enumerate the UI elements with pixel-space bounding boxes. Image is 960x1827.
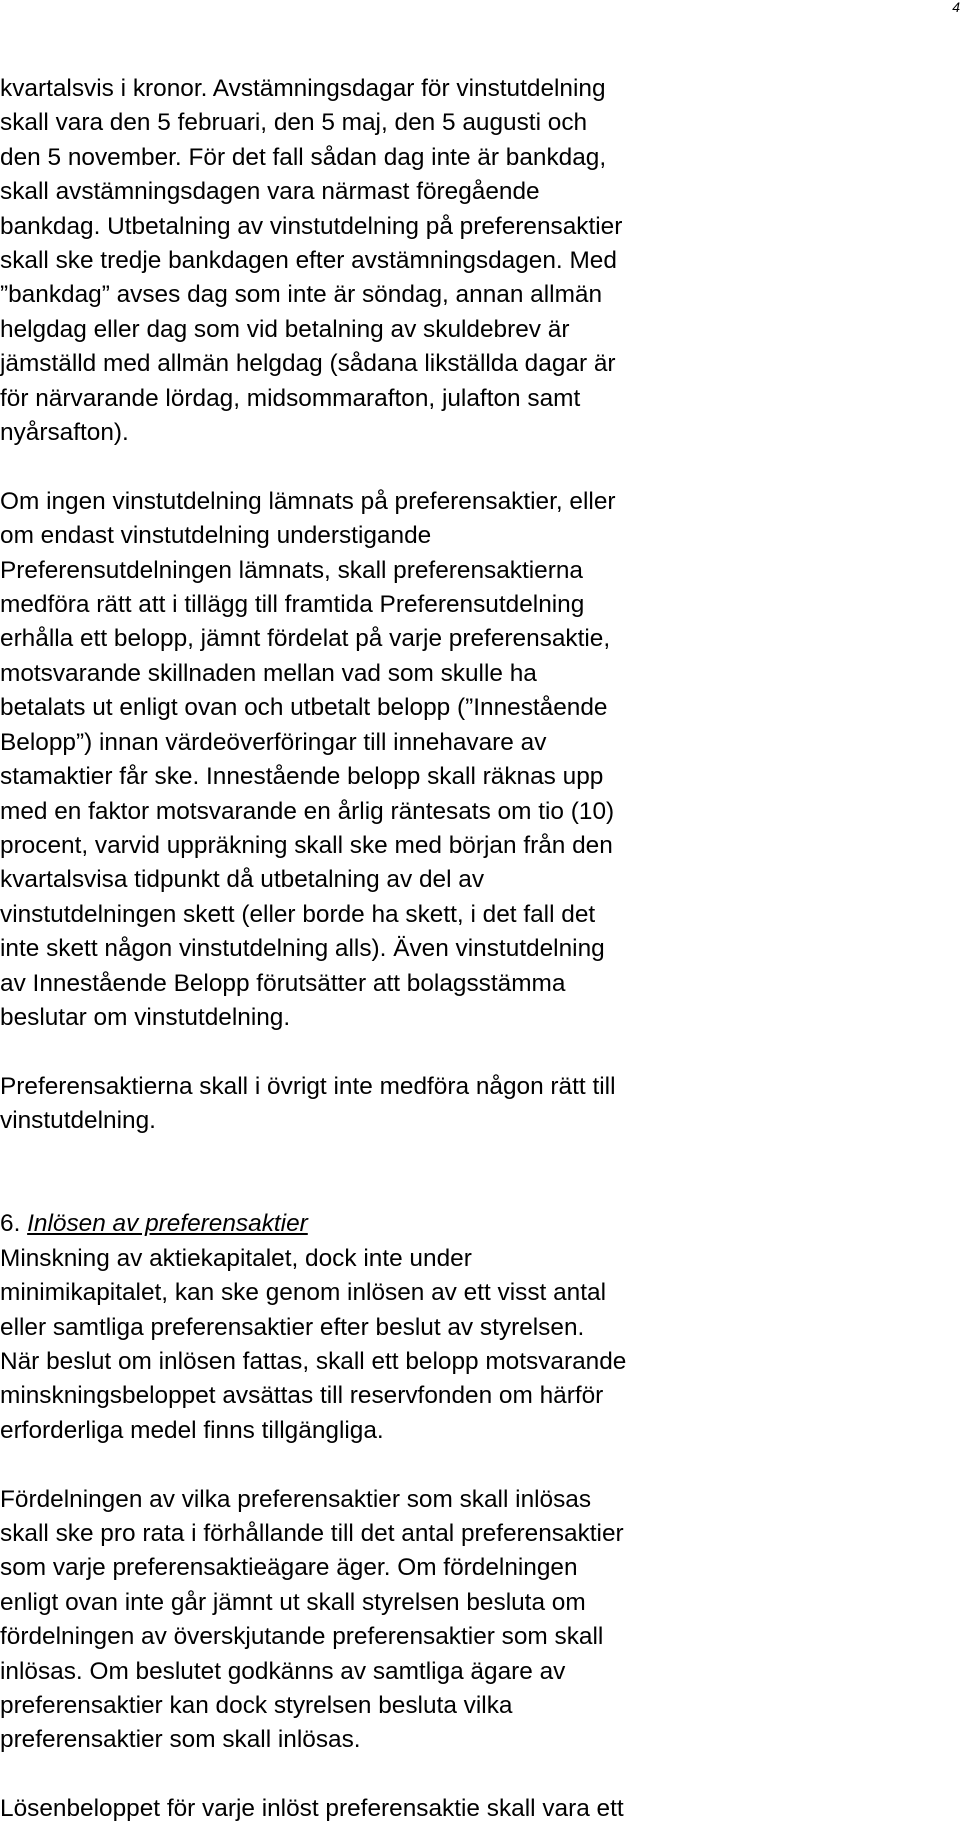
- section-6: [0, 1173, 790, 1448]
- paragraph-vinstutdelning-dates: kvartalsvis i kronor. Avstämningsdagar för vinstutdelning skall vara den 5 februari, den 5 maj, den 5 augusti och den 5 november. För det fall sådan dag inte är bankdag, skall avstämningsdagen vara närmast föregående bankdag. Utbetalning av vinstutdelning på preferensaktier skall ske tredje bankdagen efter avstämningsdagen. Med ”bankdag” avses dag som inte är söndag, annan allmän helgdag eller dag som vid betalning av skuldebrev är jämställd med allmän helgdag (sådana likställda dagar är för närvarande lördag, midsommarafton, julafton samt nyårsafton).: [0, 75, 623, 447]
- section-6-body: Minskning av aktiekapitalet, dock inte under minimikapitalet, kan ske genom inlösen av ett visst antal eller samtliga preferensaktier efter beslut av styrelsen. När beslut om inlösen fattas, skall ett belopp motsvarande minskningsbeloppet avsättas till reservfonden om härför erforderliga medel finns tillgängliga.: [0, 1244, 627, 1444]
- section-6-heading: [0, 1207, 790, 1241]
- paragraph-losenbelopp: Lösenbeloppet för varje inlöst preferensaktie skall vara ett: [0, 1795, 624, 1823]
- paragraph-ovrigt-ratt: Preferensaktierna skall i övrigt inte medföra någon rätt till vinstutdelning.: [0, 1072, 616, 1135]
- paragraph-fordelning: Fördelningen av vilka preferensaktier som skall inlösas skall ske pro rata i förhållande till det antal preferensaktier som varje preferensaktieägare äger. Om fördelningen enligt ovan inte går jämnt ut skall styrelsen besluta om fördelningen av överskjutande preferensaktier som skall inlösas. Om beslutet godkänns av samtliga ägare av preferensaktier kan dock styrelsen besluta vilka preferensaktier som skall inlösas.: [0, 1485, 624, 1754]
- paragraph-innestaende-belopp: Om ingen vinstutdelning lämnats på preferensaktier, eller om endast vinstutdelning understigande Preferensutdelningen lämnats, skall preferensaktierna medföra rätt att i tillägg till framtida Preferensutdelning erhålla ett belopp, jämnt fördelat på varje preferensaktie, motsvarande skillnaden mellan vad som skulle ha betalats ut enligt ovan och utbetalt belopp (”Innestående Belopp”) innan värdeöverföringar till innehavare av stamaktier får ske. Innestående belopp skall räknas upp med en faktor motsvarande en årlig räntesats om tio (10) procent, varvid uppräkning skall ske med början från den kvartalsvisa tidpunkt då utbetalning av del av vinstutdelningen skett (eller borde ha skett, i det fall det inte skett någon vinstutdelning alls). Även vinstutdelning av Innestående Belopp förutsätter att bolagsstämma beslutar om vinstutdelning.: [0, 487, 616, 1031]
- document-page: [0, 72, 790, 1827]
- section-6-title: Inlösen av preferensaktier: [27, 1210, 308, 1238]
- page-corner-mark: 4: [952, 0, 960, 15]
- section-6-number: 6.: [0, 1210, 21, 1238]
